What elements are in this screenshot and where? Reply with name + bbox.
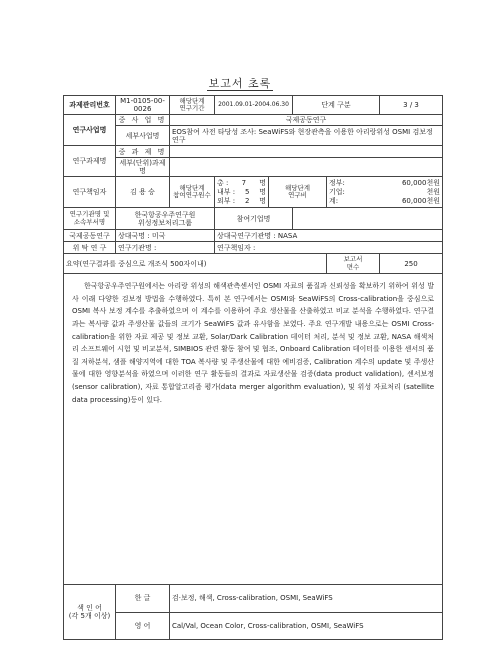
intl-country: 상대국명 : 미국 [116,230,215,242]
unit-label: 명 [259,178,266,187]
abstract-text: 한국항공우주연구원에서는 아리랑 위성의 해색관측센서인 OSMI 자료의 품질과 신뢰성을 확보하기 위하여 위성 발사 이래 다양한 검보정 방법을 수행하였다. 특히 본 연구에서는 OSMI와 SeaWiFS의 Cross-calibration을 중심으로 OSMI 복사 보정 계수를 추출하였으며 이 계수를 이용하여 주요 생산물을 산출하였고 비교 분석을 수행하였다. 연구결과는 복사량 값과 주생산물 값들의 크기가 SeaWiFS 값과 유사함을 보였다. 주요 연구개발 내용으로는 OSMI Cross-calibration을 위한 자료 제공 및 정보 교환, Solar/Dark Calibration 데이터 처리, 분석 및 정보 교환, NASA 해색처리 소프트웨어 시험 및 비교분석, SIMBIOS 관련 활동 참여 및 협조, Onboard Calibration 데이터를 이용한 센서의 품질 저하분석, 샘플 해양지역에 대한 TOA 복사량 및 주생산물에 대한 예비검증, Calibration 계수의 update 및 주생산물에 대한 영향분석을 하였으며 이러한 연구 활동들의 결과로 자료생산물 검증(data product validation), 센서보정(sensor calibration), 자료 통합알고리즘 평가(data merger algorithm evaluation), 및 위성 자료처리 (satellite data processing)등이 있다. [72,282,434,404]
gov-label: 정부: [329,178,345,187]
consign-label: 위 탁 연 구 [64,242,116,254]
keywords-eng-label: 영 어 [116,612,170,640]
program-detail-value: EOS참여 사전 타당성 조사: SeaWiFS와 현장관측을 이용한 아리랑위성 OSMI 검보정 연구 [170,126,443,146]
internal-value: 5 [244,187,250,196]
lead-researcher-label: 연구책임자 [64,177,116,208]
stage-label: 단계 구분 [293,96,380,115]
corp-label: 기업: [329,187,345,196]
external-value: 2 [244,196,250,205]
corp-value: 천원 [426,187,440,196]
unit-label: 명 [259,187,266,196]
mgmt-no-value: M1-0105-00-0026 [116,96,170,115]
stage-value: 3 / 3 [380,96,443,115]
report-title: 보고서 초록 [208,77,272,90]
intl-agency: 상대국연구기관명 : NASA [215,230,443,242]
sum-value: 60,000천원 [401,196,440,205]
pages-value: 250 [380,254,443,274]
period-label: 해당단계 연구기간 [170,96,215,115]
program-detail-label: 세부사업명 [116,126,170,146]
researcher-count-label: 해당단계 참여연구원수 [170,177,215,208]
task-detail-label: 세부(단위)과제명 [116,158,170,177]
abstract-form-table [63,95,443,640]
partner-value [293,208,443,230]
sum-label: 계: [329,196,339,205]
keywords-label: 색 인 어 (각 5개 이상) [64,585,116,640]
keywords-eng-value: Cal/Val, Ocean Color, Cross-calibration, OSMI, SeaWiFS [170,612,443,640]
task-mid-label: 중 과 제 명 [116,146,170,158]
task-label: 연구과제명 [64,146,116,177]
research-cost-label: 해당단계 연구비 [269,177,327,208]
total-value: 7 [241,178,247,187]
abstract-body [64,274,443,585]
period-value: 2001.09.01-2004.06.30 [215,96,293,115]
org-label: 연구기관명 및 소속부서명 [64,208,116,230]
unit-label: 명 [259,196,266,205]
research-cost-box [327,177,443,208]
task-detail-value [170,158,443,177]
gov-value: 60,000천원 [401,178,440,187]
lead-researcher-name: 김 용 승 [116,177,170,208]
keywords-kor-label: 한 글 [116,585,170,613]
program-mid-value: 국제공동연구 [170,115,443,126]
task-mid-value [170,146,443,158]
internal-label: 내부 : [217,187,236,196]
summary-label: 요약(연구결과를 중심으로 개조식 500자이내) [64,254,327,274]
keywords-kor-value: 검·보정, 해색, Cross-calibration, OSMI, SeaWiFS [170,585,443,613]
researcher-count-box [215,177,269,208]
intl-label: 국제공동연구 [64,230,116,242]
mgmt-no-label: 과제관리번호 [64,96,116,115]
org-value: 한국항공우주연구원 위성정보처리그룹 [116,208,215,230]
consign-agency: 연구기관명 : [116,242,215,254]
program-label: 연구사업명 [64,115,116,146]
external-label: 외부 : [217,196,236,205]
consign-lead: 연구책임자 : [215,242,443,254]
program-mid-label: 중 사 업 명 [116,115,170,126]
total-label: 총 : [217,178,229,187]
partner-label: 참여기업명 [215,208,293,230]
pages-label: 보고서 면수 [327,254,380,274]
